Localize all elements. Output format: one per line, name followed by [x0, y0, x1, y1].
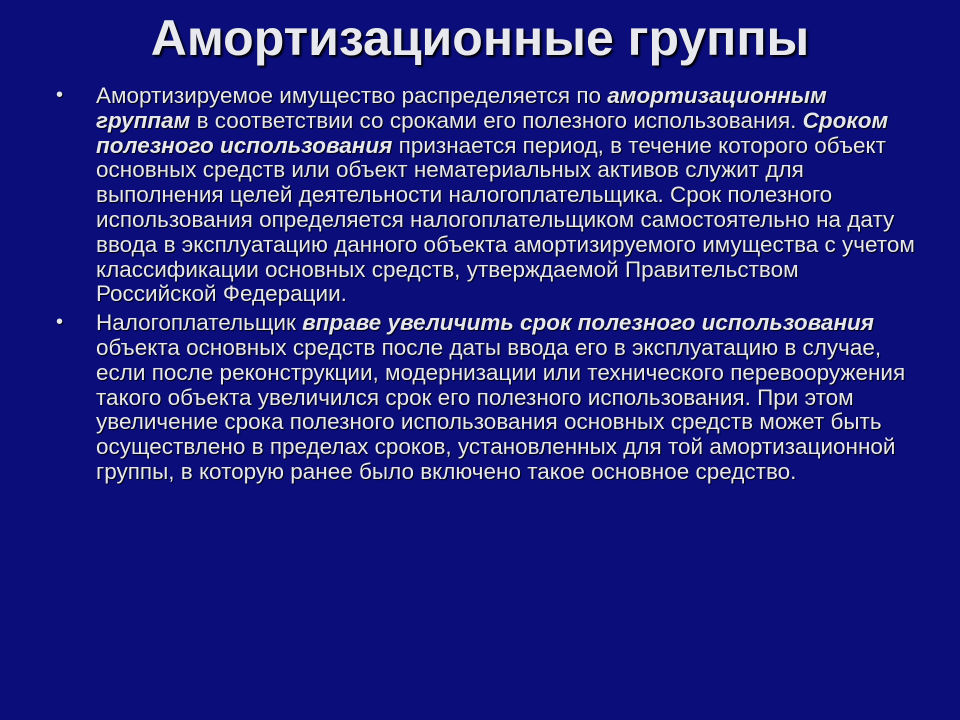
bullet-segment: Налогоплательщик	[96, 310, 303, 336]
bullet-segment: Амортизируемое имущество распределяется по	[96, 83, 608, 108]
slide-title: Амортизационные группы	[150, 10, 810, 66]
bullet-item	[52, 311, 922, 485]
bullet-text	[96, 310, 905, 484]
bullet-text	[96, 83, 915, 306]
bullet-segment-emphasis: амортизационным группам	[96, 83, 827, 133]
bullet-segment: в соответствии со сроками его полезного использования.	[190, 107, 803, 133]
bullet-list	[52, 84, 922, 489]
bullet-segment: признается период, в течение которого объект основных средств или объект нематериальных активов служит для выполнения целей деятельности налогоплательщика. Срок полезного использования определяется налогоплательщиком самостоятельно на дату ввода в эксплуатацию данного объекта амортизируемого имущества с учетом классификации основных средств, утверждаемой Правительством Российской Федерации.	[96, 132, 915, 307]
bullet-segment: объекта основных средств после даты ввода его в эксплуатацию в случае, если после реконструкции, модернизации или технического перевооружения такого объекта увеличился срок его полезного использования. При этом увеличение срока полезного использования основных средств может быть осуществлено в пределах сроков, установленных для той амортизационной группы, в которую ранее было включено такое основное средство.	[96, 334, 906, 484]
bullet-dot-icon: •	[56, 311, 64, 334]
bullet-segment-emphasis: вправе увеличить срок полезного использования	[302, 310, 875, 336]
bullet-item	[52, 84, 922, 307]
bullet-dot-icon: •	[56, 84, 64, 106]
bullet-segment-emphasis: Сроком полезного использования	[96, 107, 889, 158]
